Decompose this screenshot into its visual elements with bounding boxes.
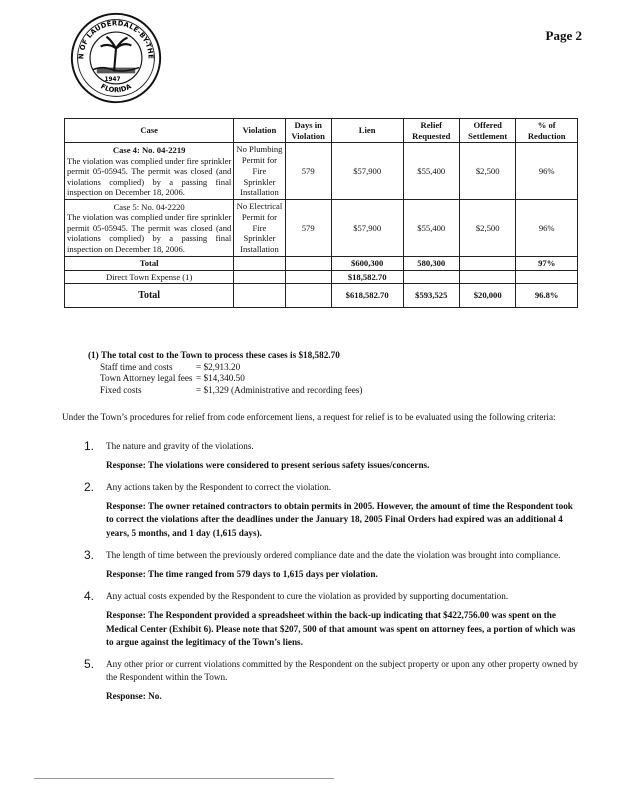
expense-lien: $18,582.70 <box>331 270 403 284</box>
header-case: Case <box>65 119 234 143</box>
criterion-number: 3. <box>84 548 95 563</box>
footer-divider <box>34 778 334 779</box>
criterion-question: Any other prior or current violations committed by the Respondent on the subject property or upon any other property owned by the Respondent within the Town. <box>106 659 579 683</box>
town-seal-logo <box>68 10 164 106</box>
violation-cell: No Plumbing Permit for Fire Sprinkler Installation <box>234 143 285 200</box>
header-relief: Relief Requested <box>403 119 459 143</box>
criteria-list <box>62 440 582 703</box>
grand-total-lien: $618,582.70 <box>331 284 403 308</box>
total-reduction: 97% <box>516 256 578 270</box>
criterion-response: Response: The violations were considered to present serious safety issues/concerns. <box>106 459 430 470</box>
cost-item-label: Staff time and costs <box>100 361 173 372</box>
table-row <box>65 200 578 257</box>
lien-cell: $57,900 <box>331 143 403 200</box>
criterion-item <box>62 590 582 649</box>
violation-cell: No Electrical Permit for Fire Sprinkler Installation <box>234 200 285 257</box>
case-description: The violation was complied under fire sprinkler permit 05-05945. The permit was closed (and violations complied) by a passing final inspection on December 18, 2006. <box>67 155 232 198</box>
criteria-intro: Under the Town’s procedures for relief from code enforcement liens, a request for relief is to be evaluated using the following criteria: <box>62 412 556 422</box>
cost-item <box>88 362 362 374</box>
criterion-number: 1. <box>84 439 95 453</box>
cost-notes-heading: (1) The total cost to the Town to process these cases is $18,582.70 <box>88 350 340 360</box>
case-title: Case 5: No. 04-2220 <box>113 201 185 212</box>
expense-row <box>65 270 578 284</box>
relief-cell: $55,400 <box>403 143 459 200</box>
header-reduction: % of Reduction <box>516 119 578 143</box>
total-lien: $600,300 <box>331 256 403 270</box>
criterion-number: 5. <box>84 657 95 672</box>
table-row <box>65 143 578 200</box>
grand-total-reduction: 96.8% <box>516 284 578 308</box>
criterion-question: The nature and gravity of the violations. <box>106 441 254 451</box>
header-lien: Lien <box>331 119 403 143</box>
days-cell: 579 <box>285 200 331 257</box>
lien-cell: $57,900 <box>331 200 403 257</box>
criterion-response: Response: The owner retained contractors to obtain permits in 2005. However, the amount of time the Respondent took to correct the violations after the deadlines under the January 18, 2005 Final Orders had expired was an additional 4 years, 5 months, and 1 day (1,615 days). <box>106 501 573 538</box>
criterion-response: Response: The time ranged from 579 days to 1,615 days per violation. <box>106 569 378 579</box>
cost-item-value: = $2,913.20 <box>196 361 241 372</box>
criterion-question: Any actions taken by the Respondent to correct the violation. <box>106 482 332 493</box>
case-description: The violation was complied under fire sprinkler permit 05-05945. The permit was closed (and violations complied) by a passing final inspection on December 18, 2006. <box>67 212 232 254</box>
reduction-cell: 96% <box>516 200 578 257</box>
lien-relief-table <box>64 118 578 308</box>
case-title: Case 4: No. 04-2219 <box>112 145 186 156</box>
grand-total-label: Total <box>65 284 234 308</box>
settlement-cell: $2,500 <box>459 200 515 257</box>
seal-year: 1947 <box>104 77 121 84</box>
header-settlement: Offered Settlement <box>459 119 515 143</box>
cost-item-label: Fixed costs <box>100 384 142 395</box>
criterion-item <box>62 481 582 540</box>
header-days: Days in Violation <box>285 119 331 143</box>
cost-item-value: = $1,329 (Administrative and recording fees) <box>196 384 363 395</box>
cost-item-value: = $14,340.50 <box>196 373 245 383</box>
grand-total-row <box>65 284 578 308</box>
cost-item <box>88 373 362 385</box>
criterion-question: Any actual costs expended by the Respondent to cure the violation as provided by supporting documentation. <box>106 591 509 602</box>
seal-bottom-text: FLORIDA <box>99 82 133 95</box>
relief-cell: $55,400 <box>403 200 459 257</box>
criterion-response: Response: The Respondent provided a spreadsheet within the back-up indicating that $422,756.00 was spent on the Medical Center (Exhibit 6). Please note that $207, 500 of that amount was spent on attorney fees, a portion of which was to argue against the legitimacy of the Town’s liens. <box>106 610 576 647</box>
cost-notes <box>88 350 362 396</box>
header-violation: Violation <box>234 119 285 143</box>
cost-item <box>88 385 362 397</box>
total-relief: 580,300 <box>403 256 459 270</box>
settlement-cell: $2,500 <box>459 143 515 200</box>
seal-top-text: N OF LAUDERDALE-BY-THE <box>77 19 155 60</box>
criterion-question: The length of time between the previously ordered compliance date and the date the violation was brought into compliance. <box>106 550 561 561</box>
criterion-number: 2. <box>84 480 95 495</box>
criterion-item <box>62 440 582 472</box>
total-row <box>65 256 578 270</box>
grand-total-settlement: $20,000 <box>459 284 515 308</box>
total-label: Total <box>65 256 234 270</box>
criterion-item <box>62 549 582 581</box>
grand-total-relief: $593,525 <box>403 284 459 308</box>
criterion-number: 4. <box>84 589 95 604</box>
expense-label: Direct Town Expense (1) <box>65 270 234 284</box>
criterion-response: Response: No. <box>106 691 162 701</box>
days-cell: 579 <box>285 143 331 200</box>
reduction-cell: 96% <box>516 143 578 200</box>
criterion-item <box>62 658 582 703</box>
page-number: Page 2 <box>545 28 582 43</box>
cost-item-label: Town Attorney legal fees <box>100 373 193 383</box>
